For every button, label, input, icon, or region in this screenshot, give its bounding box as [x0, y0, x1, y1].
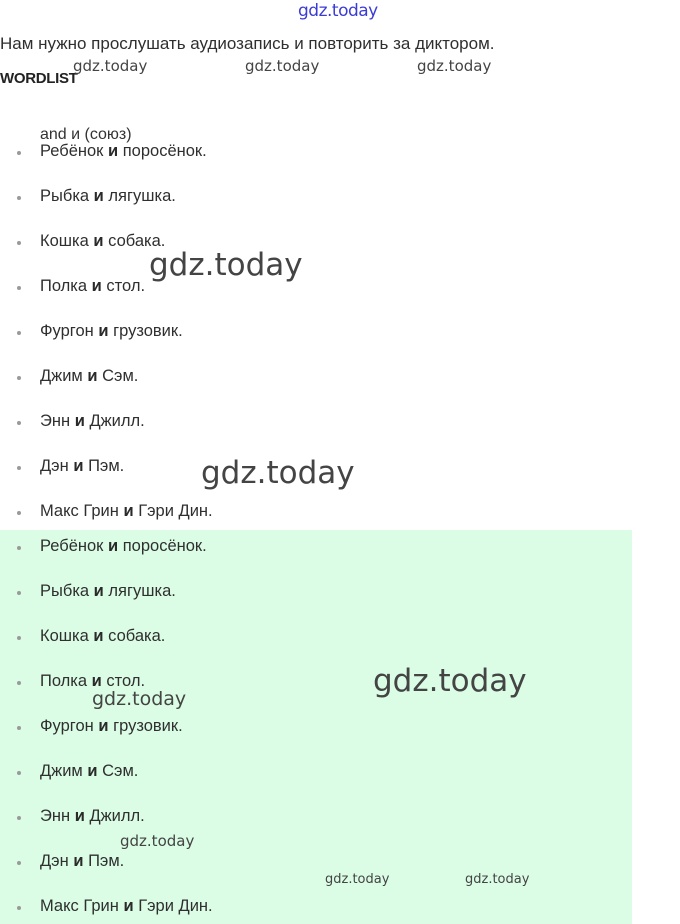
phrase-left: Рыбка: [40, 187, 90, 205]
conjunction: и: [93, 232, 104, 250]
phrase-left: Кошка: [40, 232, 89, 250]
bullet-icon: [17, 421, 21, 425]
phrase-left: Джим: [40, 762, 83, 780]
phrase-list-item: [0, 142, 600, 164]
conjunction: и: [74, 807, 85, 825]
phrase-list-item: [0, 322, 600, 344]
conjunction: и: [74, 412, 85, 430]
conjunction: и: [123, 897, 134, 915]
phrase-list-text: [40, 412, 145, 431]
phrase-left: Полка: [40, 277, 88, 295]
answer-list-item: [0, 897, 600, 919]
conjunction: и: [108, 537, 119, 555]
answer-list-item: [0, 717, 600, 739]
phrase-list-item: [0, 502, 600, 524]
phrase-left: Фургон: [40, 717, 94, 735]
bullet-icon: [17, 466, 21, 470]
phrase-right: собака.: [108, 232, 166, 250]
conjunction: и: [93, 187, 104, 205]
bullet-icon: [17, 726, 21, 730]
answer-list-text: [40, 717, 183, 736]
phrase-list-item: [0, 367, 600, 389]
answer-list-item: [0, 627, 600, 649]
phrase-list-text: [40, 502, 213, 521]
bullet-icon: [17, 681, 21, 685]
phrase-right: поросёнок.: [122, 537, 207, 555]
phrase-left: Энн: [40, 807, 71, 825]
phrase-right: Джилл.: [89, 412, 145, 430]
watermark: gdz.today: [73, 57, 148, 75]
answer-list-text: [40, 762, 138, 781]
phrase-left: Ребёнок: [40, 142, 104, 160]
phrase-left: Кошка: [40, 627, 89, 645]
answer-list-text: [40, 537, 207, 556]
phrase-right: Гэри Дин.: [138, 897, 213, 915]
conjunction: и: [108, 142, 119, 160]
conjunction: и: [93, 582, 104, 600]
phrase-right: Сэм.: [102, 762, 139, 780]
phrase-list-text: [40, 277, 145, 296]
phrase-left: Макс Грин: [40, 502, 119, 520]
phrase-list-item: [0, 187, 600, 209]
bullet-icon: [17, 151, 21, 155]
phrase-right: лягушка.: [108, 582, 176, 600]
phrase-left: Полка: [40, 672, 88, 690]
phrase-right: стол.: [106, 672, 146, 690]
phrase-left: Макс Грин: [40, 897, 119, 915]
bullet-icon: [17, 636, 21, 640]
phrase-left: Фургон: [40, 322, 94, 340]
watermark: gdz.today: [120, 832, 195, 850]
bullet-icon: [17, 241, 21, 245]
answer-list-text: [40, 627, 165, 646]
phrase-list-text: [40, 232, 165, 251]
phrase-left: Рыбка: [40, 582, 90, 600]
watermark: gdz.today: [373, 663, 527, 699]
phrase-right: грузовик.: [113, 717, 183, 735]
answer-list-item: [0, 762, 600, 784]
bullet-icon: [17, 771, 21, 775]
answer-list-text: [40, 852, 124, 871]
wordlist-heading: WORDLIST: [0, 70, 78, 87]
phrase-right: Сэм.: [102, 367, 139, 385]
watermark: gdz.today: [92, 688, 187, 710]
phrase-list-text: [40, 142, 207, 161]
bullet-icon: [17, 196, 21, 200]
conjunction: и: [123, 502, 134, 520]
conjunction: и: [87, 367, 98, 385]
answer-list-item: [0, 807, 600, 829]
phrase-right: Пэм.: [88, 457, 125, 475]
intro-text: Нам нужно прослушать аудиозапись и повторить за диктором.: [0, 34, 495, 53]
bullet-icon: [17, 816, 21, 820]
phrase-list-text: [40, 457, 124, 476]
phrase-right: собака.: [108, 627, 166, 645]
conjunction: и: [91, 672, 102, 690]
phrase-left: Дэн: [40, 457, 69, 475]
answer-list-item: [0, 852, 600, 874]
phrase-right: стол.: [106, 277, 146, 295]
answer-list-text: [40, 582, 176, 601]
watermark: gdz.today: [245, 57, 320, 75]
bullet-icon: [17, 286, 21, 290]
watermark: gdz.today: [465, 872, 530, 887]
bullet-icon: [17, 331, 21, 335]
phrase-list-text: [40, 367, 138, 386]
phrase-list-text: [40, 187, 176, 206]
phrase-right: Пэм.: [88, 852, 125, 870]
answer-list-item: [0, 582, 600, 604]
phrase-right: грузовик.: [113, 322, 183, 340]
conjunction: и: [87, 762, 98, 780]
bullet-icon: [17, 861, 21, 865]
bullet-icon: [17, 376, 21, 380]
bullet-icon: [17, 546, 21, 550]
phrase-right: лягушка.: [108, 187, 176, 205]
conjunction: и: [73, 852, 84, 870]
top-watermark: gdz.today: [298, 1, 378, 21]
phrase-right: поросёнок.: [122, 142, 207, 160]
partial-wordlist-line: and и (союз): [40, 126, 132, 143]
conjunction: и: [73, 457, 84, 475]
phrase-list-text: [40, 322, 183, 341]
answer-list-text: [40, 807, 145, 826]
watermark: gdz.today: [417, 57, 492, 75]
answer-list-text: [40, 897, 213, 916]
watermark: gdz.today: [149, 247, 303, 283]
conjunction: и: [98, 717, 109, 735]
bullet-icon: [17, 906, 21, 910]
phrase-list-item: [0, 412, 600, 434]
conjunction: и: [98, 322, 109, 340]
phrase-right: Джилл.: [89, 807, 145, 825]
bullet-icon: [17, 591, 21, 595]
conjunction: и: [91, 277, 102, 295]
phrase-left: Ребёнок: [40, 537, 104, 555]
watermark: gdz.today: [325, 872, 390, 887]
phrase-left: Дэн: [40, 852, 69, 870]
watermark: gdz.today: [201, 455, 355, 491]
phrase-left: Джим: [40, 367, 83, 385]
phrase-right: Гэри Дин.: [138, 502, 213, 520]
phrase-left: Энн: [40, 412, 71, 430]
bullet-icon: [17, 511, 21, 515]
answer-list-item: [0, 537, 600, 559]
conjunction: и: [93, 627, 104, 645]
